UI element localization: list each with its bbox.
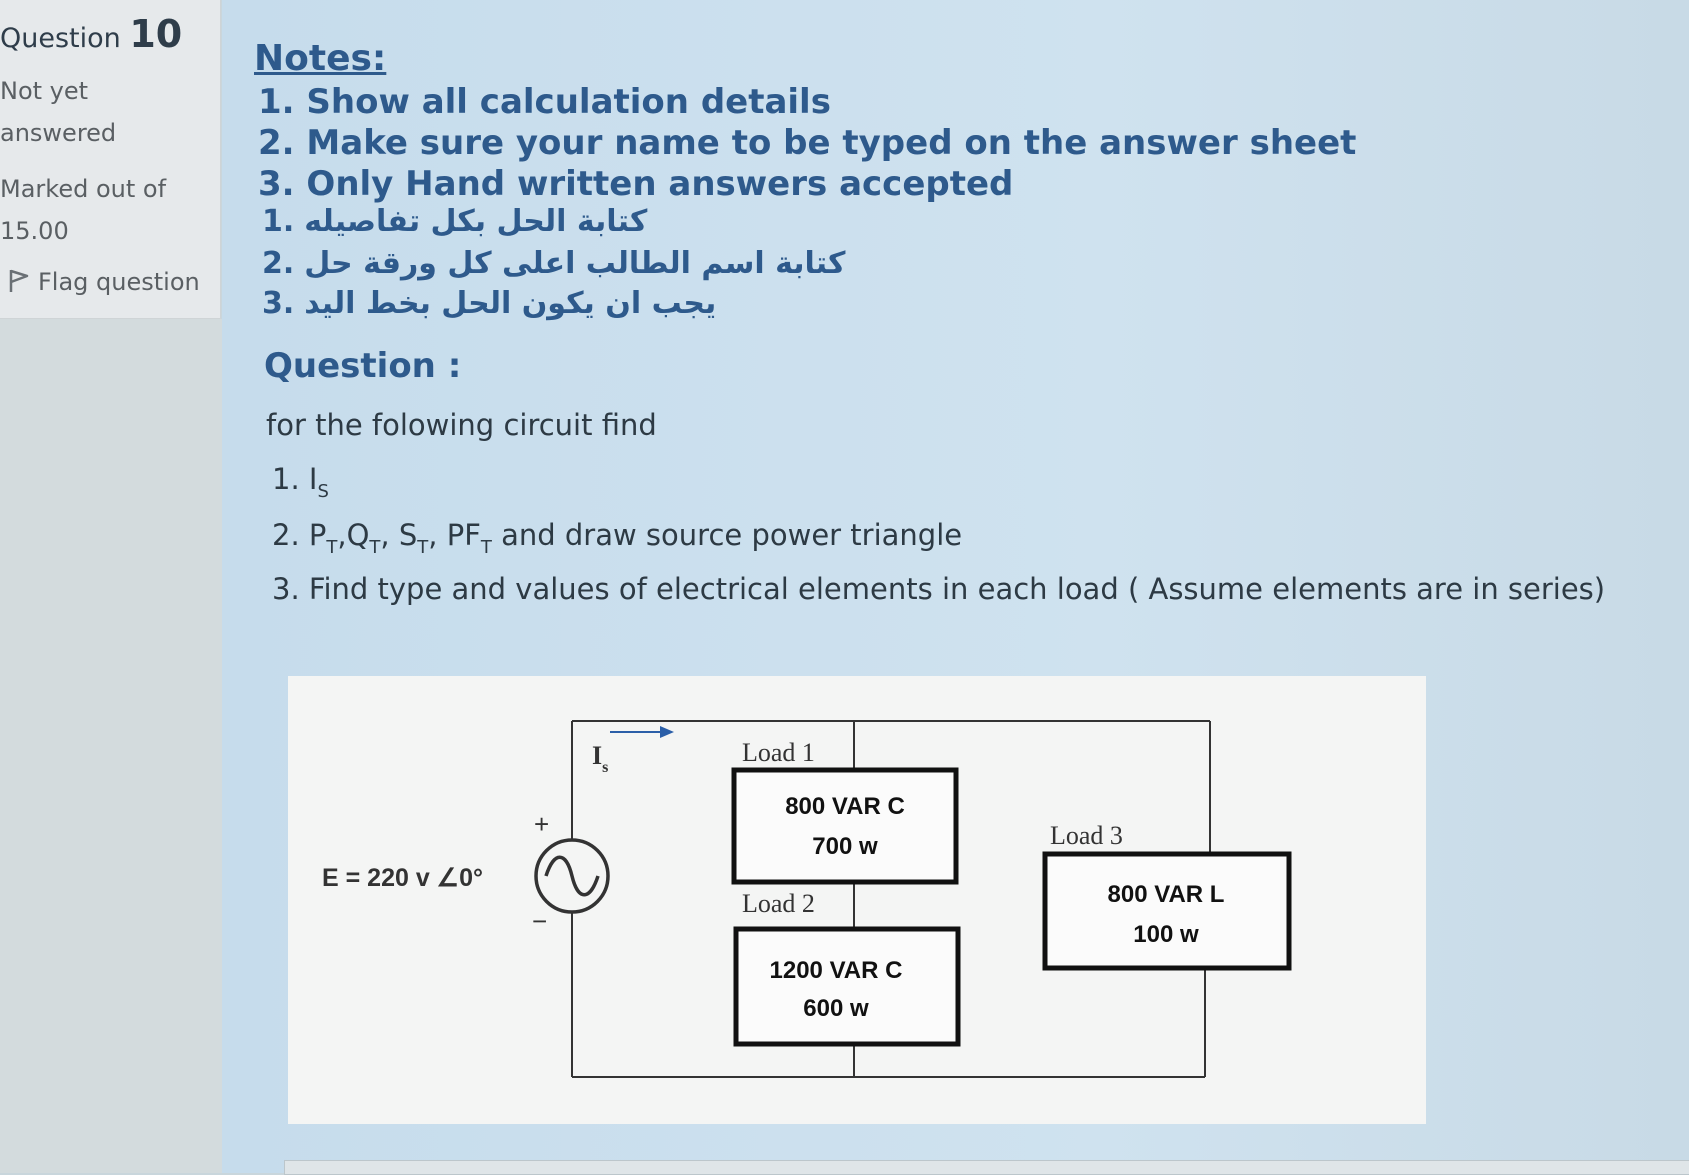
item-text: and draw source power triangle <box>491 518 963 552</box>
item-text: 1. I <box>272 462 318 496</box>
current-arrow <box>610 726 674 738</box>
note-item: 2. Make sure your name to be typed on the answer sheet <box>258 123 1357 163</box>
item-text: , PF <box>428 518 481 552</box>
item-subscript: T <box>480 537 492 558</box>
flag-question-button[interactable] <box>8 268 200 296</box>
circuit-svg <box>288 676 1426 1124</box>
note-item: 1. Show all calculation details <box>258 82 831 122</box>
arabic-note-number: 1. <box>262 204 295 239</box>
question-item-1 <box>272 462 329 502</box>
arabic-note <box>262 286 716 321</box>
item-subscript: T <box>326 537 338 558</box>
question-info-panel <box>0 0 221 319</box>
item-subscript: T <box>417 537 429 558</box>
question-marks <box>0 168 200 252</box>
question-number <box>0 12 182 56</box>
item-text: ,Q <box>337 518 370 552</box>
load2-box <box>736 929 958 1044</box>
load3-box <box>1045 854 1289 968</box>
load1-box <box>734 770 956 882</box>
current-label: $I_s$ <box>592 741 609 776</box>
ac-source-icon <box>536 840 608 912</box>
minus-terminal-label: − <box>532 906 548 936</box>
left-column-background <box>0 319 240 1173</box>
arabic-note <box>262 204 647 239</box>
source-voltage-label: E = 220 v ∠0° <box>322 864 483 892</box>
question-item-2 <box>272 518 962 558</box>
arabic-note-number: 3. <box>262 286 295 321</box>
flag-question-label: Flag question <box>38 268 200 296</box>
item-subscript: T <box>369 537 381 558</box>
marked-line-1: Marked out of <box>0 175 167 203</box>
load3-title: Load 3 <box>1050 821 1123 850</box>
circuit-diagram <box>288 676 1426 1124</box>
flag-icon <box>8 268 30 294</box>
load1-title: Load 1 <box>742 738 815 767</box>
note-item: 3. Only Hand written answers accepted <box>258 164 1014 204</box>
arabic-note-text: يجب ان يكون الحل بخط اليد <box>304 286 717 321</box>
question-item-3: 3. Find type and values of electrical elements in each load ( Assume elements are in series) <box>272 572 1606 606</box>
arabic-note-text: كتابة اسم الطالب اعلى كل ورقة حل <box>304 246 846 281</box>
question-intro: for the folowing circuit find <box>266 408 657 442</box>
load1-reactive: 800 VAR C <box>785 793 905 820</box>
question-content <box>222 0 1689 1173</box>
load1-real: 700 w <box>812 833 878 860</box>
question-number-value: 10 <box>129 12 183 56</box>
load2-reactive: 1200 VAR C <box>769 957 903 984</box>
load2-title: Load 2 <box>742 889 815 918</box>
status-line-1: Not yet <box>0 77 89 105</box>
question-label: Question <box>0 23 121 54</box>
arabic-note-text: كتابة الحل بكل تفاصيله <box>304 204 648 239</box>
marked-line-2: 15.00 <box>0 217 69 245</box>
load3-reactive: 800 VAR L <box>1107 881 1225 908</box>
status-line-2: answered <box>0 119 117 147</box>
question-status <box>0 70 200 154</box>
load2-real: 600 w <box>803 995 869 1022</box>
item-subscript: S <box>317 481 329 502</box>
item-text: 2. P <box>272 518 327 552</box>
plus-terminal-label: + <box>534 809 550 839</box>
question-heading: Question : <box>264 346 462 386</box>
item-text: , S <box>380 518 418 552</box>
arabic-note <box>262 246 845 281</box>
notes-title: Notes: <box>254 38 387 79</box>
load3-real: 100 w <box>1133 921 1199 948</box>
arabic-note-number: 2. <box>262 246 295 281</box>
